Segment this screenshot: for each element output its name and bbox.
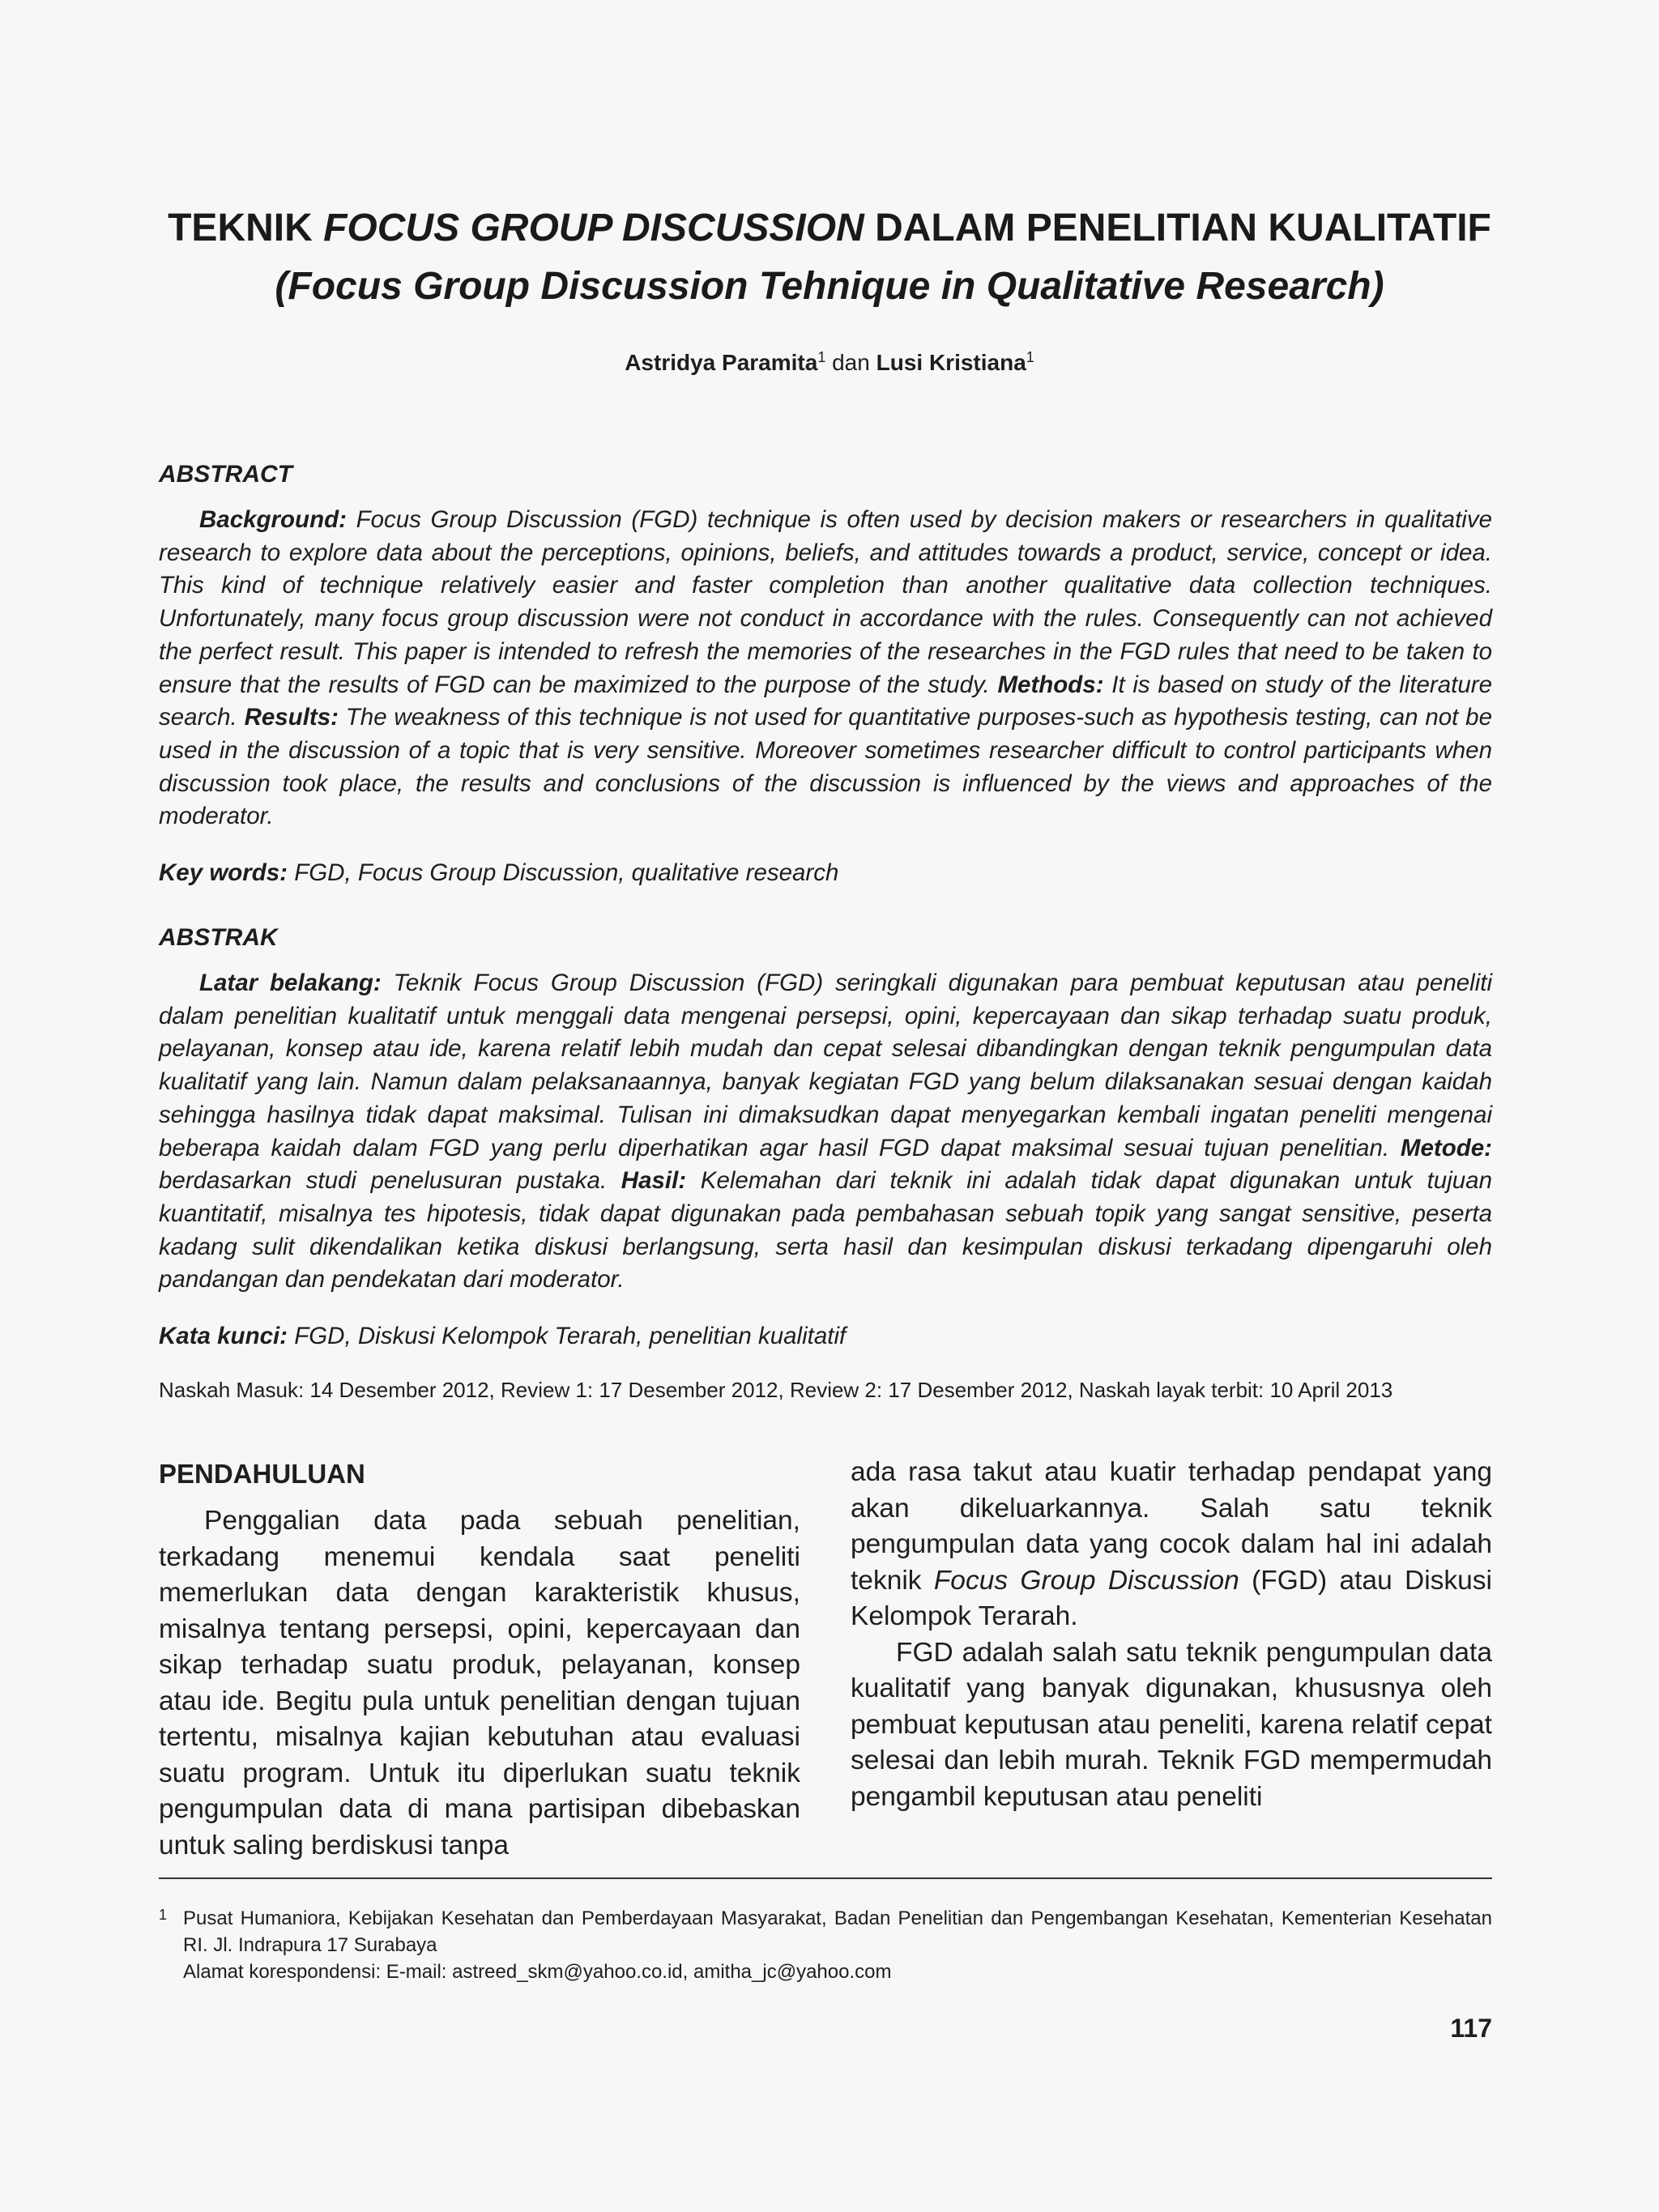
footnote-correspondence: Alamat korespondensi: E-mail: astreed_skm@yahoo.co.id, amitha_jc@yahoo.com bbox=[183, 1961, 892, 1983]
footnote-number: 1 bbox=[159, 1907, 168, 1923]
title-part-3: DALAM PENELITIAN KUALITATIF bbox=[864, 207, 1491, 249]
footnote-affiliation: Pusat Humaniora, Kebijakan Kesehatan dan Pemberdayaan Masyarakat, Badan Penelitian dan Pengembangan Kesehatan, Kementerian Kesehatan RI. Jl. Indrapura 17 Surabaya bbox=[183, 1907, 1492, 1956]
abstrak-background-text: Teknik Focus Group Discussion (FGD) seringkali digunakan para pembuat keputusan atau peneliti dalam penelitian kualitatif untuk menggali data mengenai persepsi, opini, kepercayaan dan sikap terhadap suatu produk, pelayanan, konsep atau ide, karena relatif lebih mudah dan cepat selesai dibandingkan dengan teknik pengumpulan data kualitatif yang lain. Namun dalam pelaksanaannya, banyak kegiatan FGD yang belum dilaksanakan sesuai dengan kaidah sehingga hasilnya tidak dapat maksimal. Tulisan ini dimaksudkan dapat menyegarkan kembali ingatan peneliti mengenai beberapa kaidah dalam FGD yang perlu diperhatikan agar hasil FGD dapat maksimal sesuai tujuan penelitian. bbox=[159, 970, 1492, 1161]
abstract-keywords bbox=[159, 857, 1492, 889]
abstract-background-text: Focus Group Discussion (FGD) technique is often used by decision makers or researchers in qualitative research to explore data about the perceptions, opinions, beliefs, and attitudes towards a product, service, concept or idea. This kind of technique relatively easier and faster completion than another qualitative data collection techniques. Unfortunately, many focus group discussion were not conduct in accordance with the rules. Consequently can not achieved the perfect result. This paper is intended to refresh the memories of the researches in the FGD rules that need to be taken to ensure that the results of FGD can be maximized to the purpose of the study. bbox=[159, 506, 1492, 698]
intro-paragraph-1-continued bbox=[851, 1455, 1492, 1635]
abstrak-background-label: Latar belakang: bbox=[199, 970, 382, 996]
abstract-body bbox=[159, 504, 1492, 833]
author-2: Lusi Kristiana bbox=[876, 350, 1026, 375]
intro-p1-text-b: (FGD) atau Diskusi Kelompok Terarah. bbox=[851, 1565, 1492, 1631]
abstrak-methods-label: Metode: bbox=[1400, 1134, 1492, 1161]
keywords-label: Key words: bbox=[159, 859, 288, 886]
footnote bbox=[159, 1905, 1492, 1985]
abstrak-results-label: Hasil: bbox=[621, 1167, 687, 1195]
keywords-text: FGD, Focus Group Discussion, qualitative research bbox=[288, 859, 839, 886]
abstract-results-label: Results: bbox=[244, 704, 339, 731]
abstrak-heading: ABSTRAK bbox=[159, 924, 278, 951]
intro-left-column bbox=[159, 1503, 800, 1864]
abstract-methods-label: Methods: bbox=[997, 671, 1104, 698]
intro-heading: PENDAHULUAN bbox=[159, 1459, 365, 1489]
paper-title bbox=[0, 202, 1659, 254]
intro-p1-text-a: ada rasa takut atau kuatir terhadap pendapat yang akan dikeluarkannya. Salah satu teknik pengumpulan data yang cocok dalam hal ini adalah teknik bbox=[851, 1457, 1492, 1596]
abstrak-body bbox=[159, 967, 1492, 1297]
paper-subtitle: (Focus Group Discussion Tehnique in Qualitative Research) bbox=[275, 265, 1384, 308]
abstrak-methods-text: berdasarkan studi penelusuran pustaka. bbox=[159, 1167, 621, 1195]
intro-paragraph-2: FGD adalah salah satu teknik pengumpulan data kualitatif yang banyak digunakan, khususnya oleh pembuat keputusan atau peneliti, karena relatif cepat selesai dan lebih murah. Teknik FGD mempermudah pengambil keputusan atau peneliti bbox=[851, 1637, 1492, 1812]
kata-kunci-text: FGD, Diskusi Kelompok Terarah, penelitian kualitatif bbox=[288, 1323, 847, 1349]
abstract-results-text: The weakness of this technique is not used for quantitative purposes-such as hypothesis testing, can not be used in the discussion of a topic that is very sensitive. Moreover sometimes researcher difficult to control participants when discussion took place, the results and conclusions of the discussion is influenced by the views and approaches of the moderator. bbox=[159, 704, 1492, 830]
author-conjunction: dan bbox=[825, 350, 876, 375]
title-part-2: FOCUS GROUP DISCUSSION bbox=[323, 207, 864, 249]
intro-paragraph-1: Penggalian data pada sebuah penelitian, terkadang menemui kendala saat peneliti memerlukan data dengan karakteristik khusus, misalnya tentang persepsi, opini, kepercayaan dan sikap terhadap suatu produk, pelayanan, konsep atau ide. Begitu pula untuk penelitian dengan tujuan tertentu, misalnya kajian kebutuhan atau evaluasi suatu program. Untuk itu diperlukan suatu teknik pengumpulan data di mana partisipan dibebaskan untuk saling berdiskusi tanpa bbox=[159, 1506, 800, 1860]
abstract-background-label: Background: bbox=[199, 506, 347, 533]
abstrak-results-text: Kelemahan dari teknik ini adalah tidak dapat digunakan untuk tujuan kuantitatif, misalnya tes hipotesis, tidak dapat digunakan pada pembahasan sebuah topik yang sangat sensitive, peserta kadang sulit dikendalikan ketika diskusi berlangsung, serta hasil dan kesimpulan diskusi terkadang dipengaruhi oleh pandangan dan pendekatan dari moderator. bbox=[159, 1167, 1492, 1294]
author-1-affiliation: 1 bbox=[817, 349, 826, 365]
title-part-1: TEKNIK bbox=[168, 207, 324, 249]
abstrak-keywords bbox=[159, 1320, 1492, 1353]
author-2-affiliation: 1 bbox=[1026, 349, 1034, 365]
abstract-heading: ABSTRACT bbox=[159, 461, 292, 488]
author-line bbox=[0, 347, 1659, 379]
footnote-divider bbox=[159, 1877, 1492, 1879]
author-1: Astridya Paramita bbox=[625, 350, 818, 375]
intro-p1-emphasis: Focus Group Discussion bbox=[933, 1565, 1239, 1596]
kata-kunci-label: Kata kunci: bbox=[159, 1323, 288, 1349]
intro-right-column bbox=[851, 1455, 1492, 1815]
submission-dates: Naskah Masuk: 14 Desember 2012, Review 1: 17 Desember 2012, Review 2: 17 Desember 2012, Naskah layak terbit: 10 April 2013 bbox=[159, 1378, 1393, 1402]
abstract-methods-text: It is based on study of the literature search. bbox=[159, 671, 1492, 731]
page-number: 117 bbox=[1450, 2014, 1492, 2043]
